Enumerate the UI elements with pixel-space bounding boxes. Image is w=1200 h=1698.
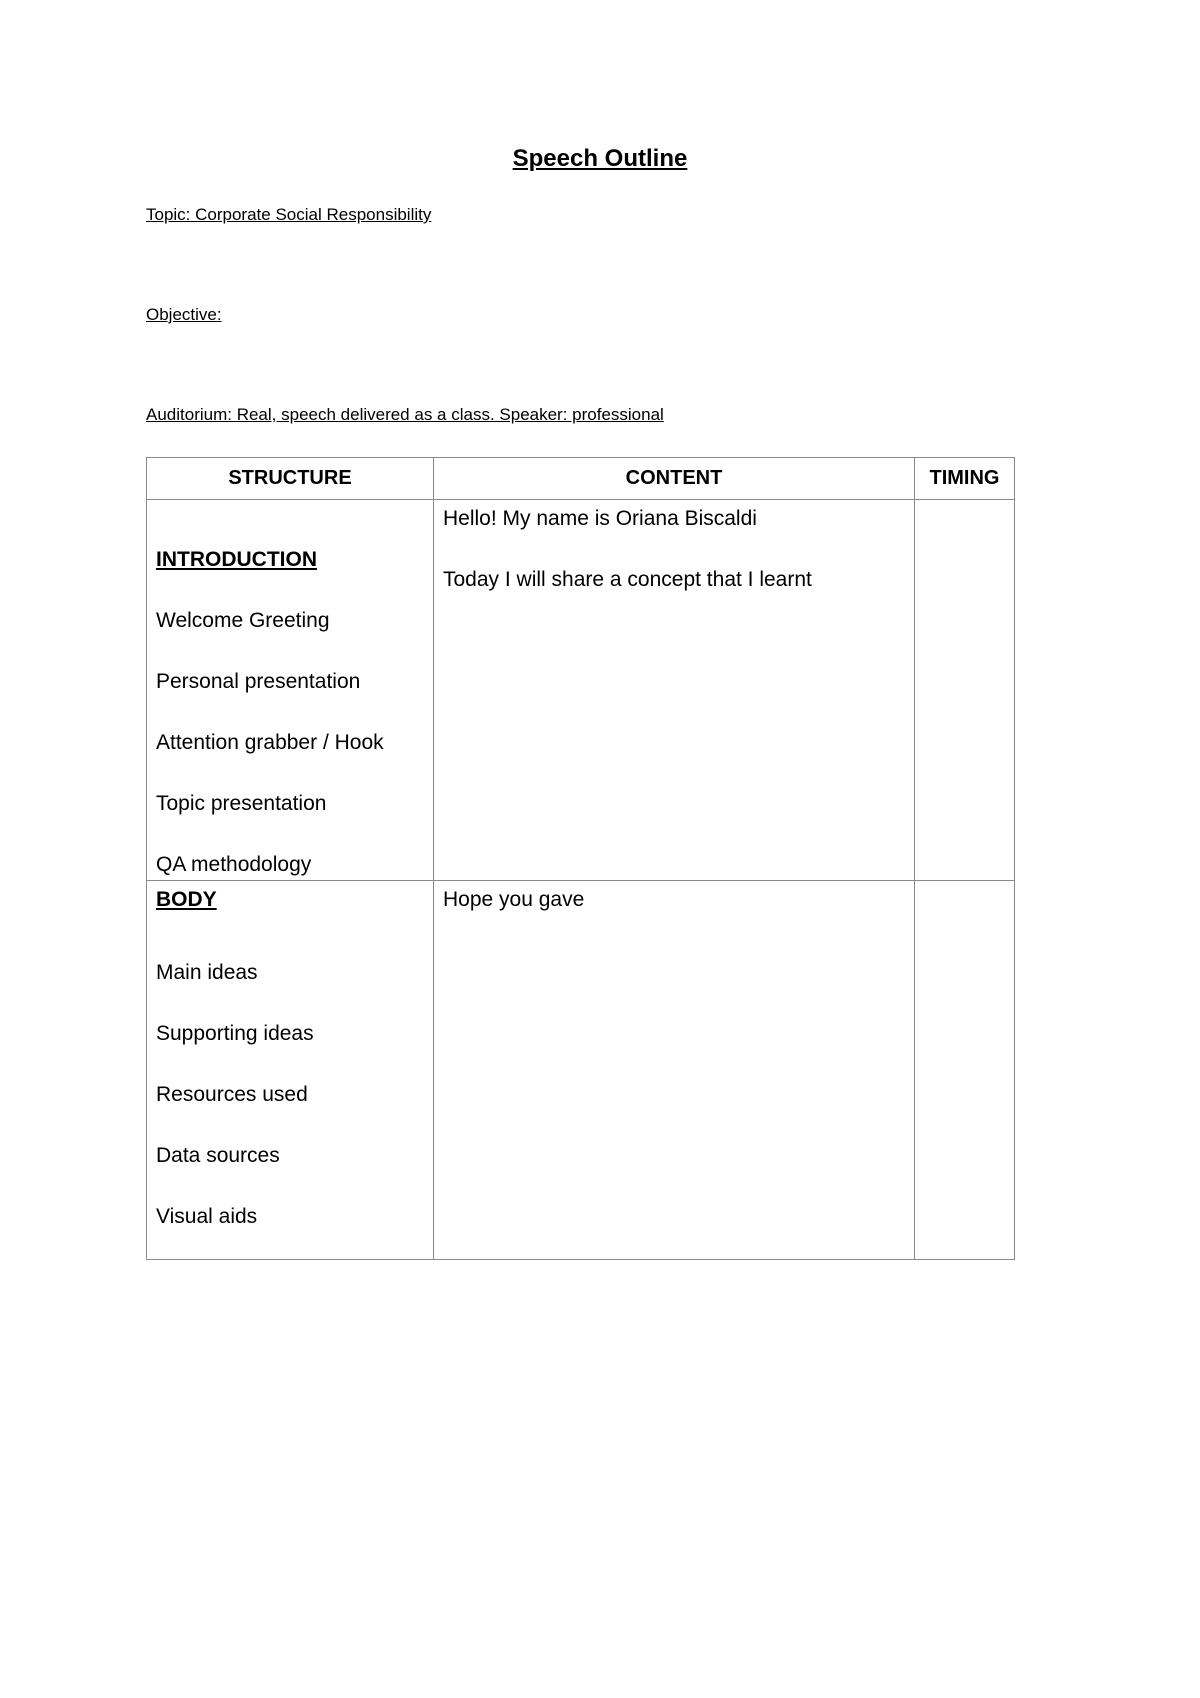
structure-item: Supporting ideas [156,1022,314,1045]
objective-line: Objective: [146,305,222,324]
structure-item: Main ideas [156,961,258,984]
content-line: Hope you gave [443,888,585,911]
header-structure: STRUCTURE [147,458,434,500]
structure-item: Resources used [156,1083,308,1106]
header-timing: TIMING [915,458,1015,500]
page-title: Speech Outline [512,145,688,172]
table-row [147,881,1015,1260]
structure-cell-body [147,881,434,1260]
timing-cell-introduction [915,500,1015,881]
section-heading-introduction: INTRODUCTION [156,548,317,571]
topic-line: Topic: Corporate Social Responsibility [146,205,432,224]
content-cell-body [434,881,915,1260]
header-content: CONTENT [434,458,915,500]
structure-item: QA methodology [156,853,312,876]
content-cell-introduction [434,500,915,881]
structure-cell-introduction [147,500,434,881]
structure-item: Data sources [156,1144,280,1167]
structure-item: Attention grabber / Hook [156,731,384,754]
structure-item: Visual aids [156,1205,258,1228]
timing-cell-body [915,881,1015,1260]
outline-table [146,457,1015,1260]
content-line: Hello! My name is Oriana Biscaldi [443,507,757,530]
structure-item: Welcome Greeting [156,609,330,632]
structure-item: Topic presentation [156,792,327,815]
auditorium-line: Auditorium: Real, speech delivered as a class. Speaker: professional [146,405,664,424]
content-line: Today I will share a concept that I learnt [443,568,812,591]
structure-item: Personal presentation [156,670,361,693]
section-heading-body: BODY [156,888,217,911]
table-row [147,500,1015,881]
